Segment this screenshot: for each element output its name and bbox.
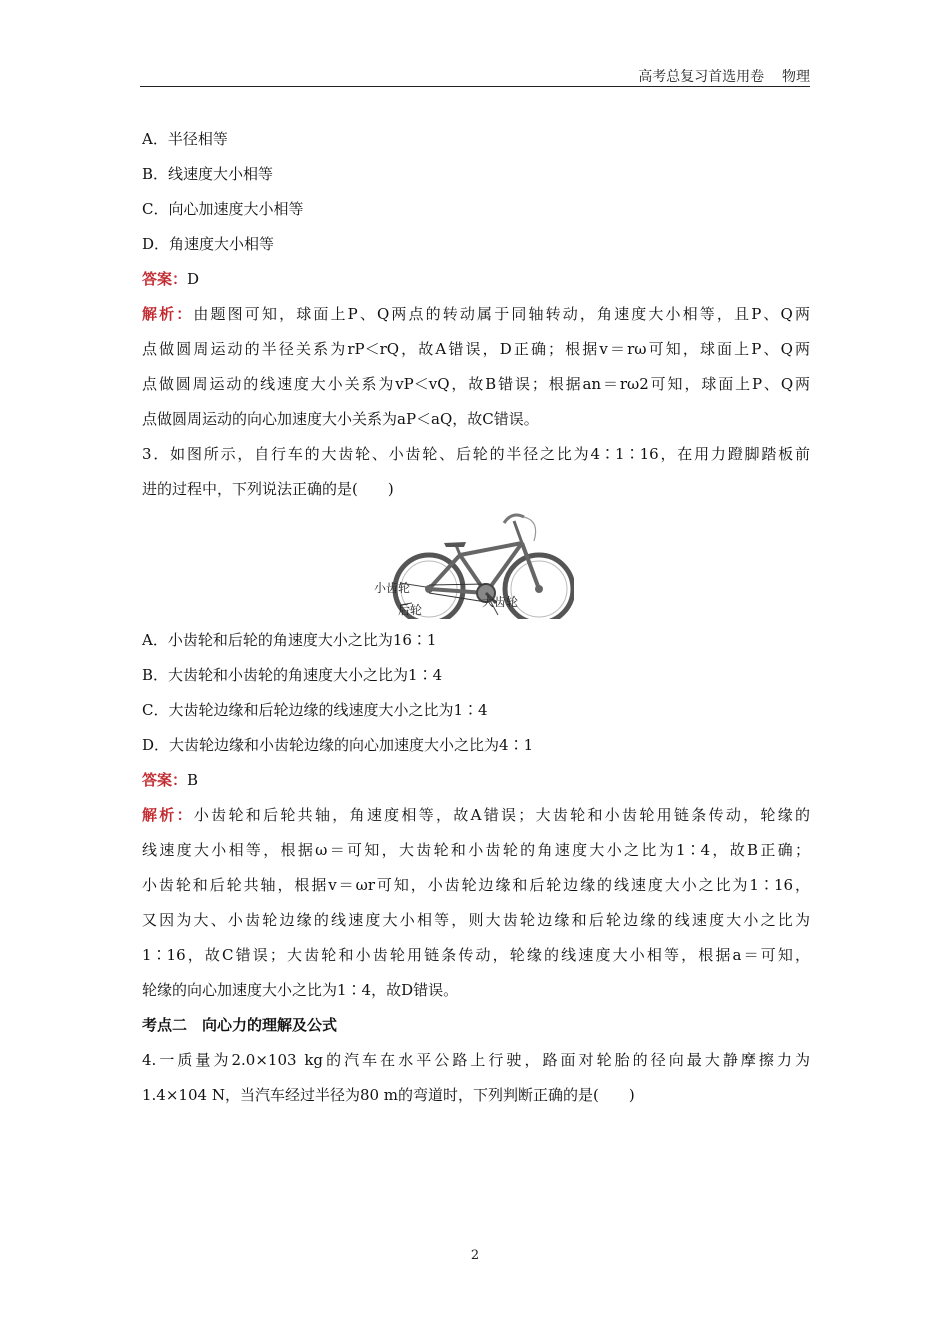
q3-stem: 3．如图所示，自行车的大齿轮、小齿轮、后轮的半径之比为4∶1∶16，在用力蹬脚踏板前 (142, 445, 810, 463)
q2-answer (142, 262, 810, 297)
answer-value: B (187, 771, 199, 789)
page-number: 2 (470, 1248, 480, 1263)
q3-analysis-line (142, 798, 810, 833)
page-content (142, 122, 810, 1113)
q2-analysis-line: 点做圆周运动的半径关系为rP＜rQ，故A错误，D正确；根据v＝rω可知，球面上P、Q两 (142, 340, 811, 358)
q3-option-c: C．大齿轮边缘和后轮边缘的线速度大小之比为1∶4 (142, 701, 488, 719)
q2-option-b: B．线速度大小相等 (142, 165, 274, 183)
q3-option-d: D．大齿轮边缘和小齿轮边缘的向心加速度大小之比为4∶1 (142, 736, 534, 754)
q3-analysis-line: 又因为大、小齿轮边缘的线速度大小相等，则大齿轮边缘和后轮边缘的线速度大小之比为 (142, 911, 810, 929)
q3-option-a: A．小齿轮和后轮的角速度大小之比为16∶1 (142, 631, 437, 649)
bicycle-figure (142, 507, 810, 623)
q3-stem: 进的过程中，下列说法正确的是( ) (142, 480, 394, 498)
q4-stem: 4.一质量为2.0×103 kg的汽车在水平公路上行驶，路面对轮胎的径向最大静摩擦力为 (142, 1051, 810, 1069)
analysis-text: 小齿轮和后轮共轴，角速度相等，故A错误；大齿轮和小齿轮用链条传动，轮缘的 (193, 806, 810, 824)
header-rule (140, 86, 810, 87)
small-gear-label: 小齿轮 (374, 581, 411, 595)
q2-analysis-line: 点做圆周运动的线速度大小关系为vP＜vQ，故B错误；根据an＝rω2可知，球面上P、Q两 (142, 375, 810, 393)
section-title: 考点二 向心力的理解及公式 (142, 1016, 338, 1034)
analysis-text: 由题图可知，球面上P、Q两点的转动属于同轴转动，角速度大小相等，且P、Q两 (193, 305, 810, 323)
page-header: 高考总复习首选用卷 物理 (638, 69, 810, 85)
analysis-label: 解析： (142, 806, 194, 824)
answer-value: D (187, 270, 200, 288)
q2-option-c: C．向心加速度大小相等 (142, 200, 304, 218)
q3-analysis-line: 小齿轮和后轮共轴，根据v＝ωr可知，小齿轮边缘和后轮边缘的线速度大小之比为1∶16， (142, 876, 810, 894)
q2-analysis-line: 点做圆周运动的向心加速度大小关系为aP＜aQ，故C错误。 (142, 410, 539, 428)
rear-wheel-label: 后轮 (398, 603, 423, 617)
q2-option-d: D．角速度大小相等 (142, 235, 275, 253)
answer-label: 答案： (142, 270, 188, 288)
big-gear-label: 大齿轮 (482, 595, 519, 609)
q3-analysis-line: 轮缘的向心加速度大小之比为1∶4，故D错误。 (142, 981, 459, 999)
q4-stem: 1.4×104 N，当汽车经过半径为80 m的弯道时，下列判断正确的是( ) (142, 1086, 635, 1104)
q3-option-b: B．大齿轮和小齿轮的角速度大小之比为1∶4 (142, 666, 443, 684)
q2-analysis-line (142, 297, 810, 332)
q3-analysis-line: 1∶16，故C错误；大齿轮和小齿轮用链条传动，轮缘的线速度大小相等，根据a＝可知， (142, 946, 810, 964)
q2-option-a: A．半径相等 (142, 130, 228, 148)
q3-analysis-line: 线速度大小相等，根据ω＝可知，大齿轮和小齿轮的角速度大小之比为1∶4，故B正确； (142, 841, 810, 859)
answer-label: 答案： (142, 771, 188, 789)
analysis-label: 解析： (142, 305, 194, 323)
q3-answer (142, 763, 810, 798)
